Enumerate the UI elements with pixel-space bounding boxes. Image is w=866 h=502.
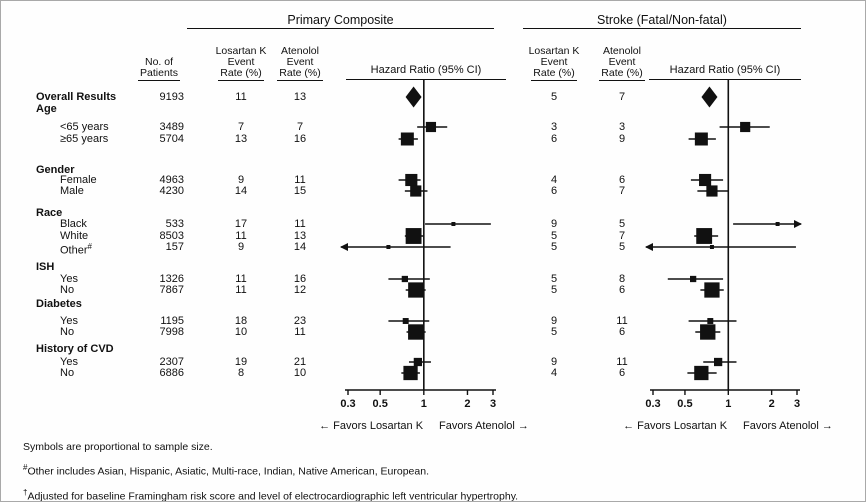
- hr-marker-square: [408, 324, 423, 339]
- patients-count: 533: [165, 218, 184, 230]
- st-atenolol-rate: 9: [618, 133, 626, 145]
- pc-losartan-rate: 14: [234, 185, 248, 197]
- patients-count: 4230: [159, 185, 184, 197]
- st-losartan-rate: 5: [550, 91, 558, 103]
- column-header-line: Event: [540, 56, 568, 68]
- pc-atenolol-rate: 23: [293, 315, 307, 327]
- panel-title-stroke: Stroke (Fatal/Non-fatal): [523, 13, 801, 29]
- patients-count: 1326: [159, 273, 184, 285]
- row-group-label: History of CVD: [36, 343, 114, 355]
- x-tick-label: 0.3: [340, 398, 356, 410]
- hr-marker-square: [426, 122, 436, 132]
- hr-marker-diamond: [406, 87, 422, 108]
- hr-marker-square: [451, 222, 455, 226]
- st-atenolol-rate: 6: [618, 367, 626, 379]
- row-label: No: [60, 284, 75, 296]
- row-label: White: [60, 230, 89, 242]
- hr-marker-square: [401, 133, 414, 146]
- hr-marker-square: [403, 366, 417, 380]
- row-label: Overall Results: [36, 91, 117, 103]
- x-tick-label: 0.5: [677, 398, 693, 410]
- footnote-sup: #: [23, 463, 28, 472]
- st-atenolol-rate: 7: [618, 91, 626, 103]
- patients-count: 6886: [159, 367, 184, 379]
- patients-count: 7998: [159, 326, 184, 338]
- favors-atenolol-label: Favors Atenolol →: [439, 420, 529, 432]
- patients-count: 3489: [159, 121, 184, 133]
- patients-count: 5704: [159, 133, 184, 145]
- column-header-line: Rate (%): [220, 67, 262, 79]
- hr-marker-square: [776, 222, 780, 226]
- row-group-label: Diabetes: [36, 298, 82, 310]
- st-atenolol-rate: 5: [618, 241, 626, 253]
- column-header-pc-hazard-ratio: Hazard Ratio (95% CI): [346, 63, 506, 80]
- st-losartan-rate: 5: [550, 230, 558, 242]
- patients-count: 157: [165, 241, 184, 253]
- st-atenolol-rate: 5: [618, 218, 626, 230]
- column-header-line: Atenolol: [603, 45, 641, 57]
- st-losartan-rate: 6: [550, 133, 558, 145]
- pc-losartan-rate: 11: [235, 284, 247, 296]
- hr-marker-square: [707, 318, 713, 324]
- pc-atenolol-rate: 16: [293, 133, 307, 145]
- pc-losartan-rate: 10: [234, 326, 248, 338]
- row-label: ≥65 years: [60, 133, 109, 145]
- row-label: Yes: [60, 315, 78, 327]
- footnote: †Adjusted for baseline Framingham risk score and level of electrocardiographic left ventricular hypertrophy.: [23, 487, 519, 502]
- st-losartan-rate: 5: [550, 273, 558, 285]
- hr-marker-square: [403, 318, 409, 324]
- ci-arrow-right: [794, 220, 802, 228]
- pc-atenolol-rate: 14: [293, 241, 307, 253]
- row-group-label: Age: [36, 103, 57, 115]
- st-losartan-rate: 4: [550, 367, 558, 379]
- pc-losartan-rate: 18: [234, 315, 248, 327]
- row-label: No: [60, 326, 75, 338]
- x-tick-label: 3: [793, 398, 801, 410]
- row-group-label: Race: [36, 207, 63, 219]
- column-header-line: Event: [608, 56, 636, 68]
- patients-count: 1195: [160, 315, 184, 327]
- st-losartan-rate: 6: [550, 185, 558, 197]
- panel-title-primary-composite: Primary Composite: [187, 13, 494, 29]
- hr-marker-square: [414, 358, 422, 366]
- x-tick-label: 2: [768, 398, 775, 410]
- pc-losartan-rate: 19: [234, 356, 248, 368]
- column-header-line: Losartan K: [215, 45, 267, 57]
- column-header-line: Losartan K: [528, 45, 580, 57]
- hr-marker-square: [704, 282, 719, 297]
- x-tick-label: 1: [725, 398, 732, 410]
- row-group-label: Gender: [36, 164, 75, 176]
- st-losartan-rate: 5: [550, 326, 558, 338]
- hr-marker-square: [406, 228, 422, 244]
- favors-legend-primary-composite: [293, 420, 555, 432]
- st-losartan-rate: 9: [550, 356, 558, 368]
- hr-marker-square: [696, 228, 712, 244]
- st-atenolol-rate: 11: [616, 315, 628, 327]
- row-label: No: [60, 367, 75, 379]
- pc-atenolol-rate: 13: [293, 230, 307, 242]
- hr-marker-square: [402, 276, 408, 282]
- hr-marker-square: [410, 185, 421, 196]
- favors-atenolol-label: Favors Atenolol →: [743, 420, 833, 432]
- pc-atenolol-rate: 12: [293, 284, 307, 296]
- x-tick-label: 0.5: [372, 398, 388, 410]
- pc-losartan-rate: 17: [234, 218, 248, 230]
- st-atenolol-rate: 6: [618, 174, 626, 186]
- hr-marker-square: [408, 282, 423, 297]
- hr-marker-square: [695, 133, 708, 146]
- st-losartan-rate: 9: [550, 315, 558, 327]
- pc-atenolol-rate: 7: [296, 121, 304, 133]
- footnote: #Other includes Asian, Hispanic, Asiatic, Multi-race, Indian, Native American, European.: [23, 463, 429, 478]
- x-tick-label: 2: [464, 398, 471, 410]
- st-atenolol-rate: 3: [618, 121, 626, 133]
- hr-marker-square: [706, 185, 717, 196]
- column-header-line: Atenolol: [281, 45, 319, 57]
- hr-marker-square: [700, 324, 715, 339]
- favors-legend-stroke: [597, 420, 859, 432]
- row-label: Female: [60, 174, 97, 186]
- hr-marker-square: [740, 122, 750, 132]
- column-header-st-hazard-ratio: Hazard Ratio (95% CI): [649, 63, 801, 80]
- pc-atenolol-rate: 15: [293, 185, 307, 197]
- pc-losartan-rate: 11: [235, 230, 247, 242]
- column-header-line: Rate (%): [601, 67, 643, 79]
- row-label: Black: [60, 218, 87, 230]
- patients-count: 4963: [159, 174, 184, 186]
- column-header-line: Rate (%): [279, 67, 321, 79]
- st-losartan-rate: 5: [550, 284, 558, 296]
- pc-losartan-rate: 9: [237, 241, 245, 253]
- pc-atenolol-rate: 11: [294, 174, 306, 186]
- pc-losartan-rate: 9: [237, 174, 245, 186]
- pc-atenolol-rate: 11: [294, 326, 306, 338]
- x-tick-label: 3: [489, 398, 497, 410]
- pc-losartan-rate: 8: [237, 367, 245, 379]
- pc-losartan-rate: 11: [235, 273, 247, 285]
- row-label-sup: #: [87, 242, 92, 251]
- st-atenolol-rate: 8: [618, 273, 626, 285]
- st-atenolol-rate: 7: [618, 185, 626, 197]
- pc-atenolol-rate: 16: [293, 273, 307, 285]
- hr-marker-diamond: [701, 87, 717, 108]
- pc-losartan-rate: 13: [234, 133, 248, 145]
- footnote-sup: †: [23, 487, 28, 497]
- pc-atenolol-rate: 10: [293, 367, 307, 379]
- pc-atenolol-rate: 13: [293, 91, 307, 103]
- column-header-line: Patients: [140, 67, 178, 79]
- row-label: Yes: [60, 273, 78, 285]
- row-label: Male: [60, 185, 84, 197]
- footnote: Symbols are proportional to sample size.: [23, 441, 213, 453]
- pc-atenolol-rate: 21: [293, 356, 307, 368]
- hr-marker-square: [386, 245, 390, 249]
- patients-count: 9193: [159, 91, 184, 103]
- x-tick-label: 0.3: [645, 398, 661, 410]
- column-header-line: No. of: [144, 56, 173, 68]
- st-losartan-rate: 9: [550, 218, 558, 230]
- hr-marker-square: [690, 276, 696, 282]
- hr-marker-square: [714, 358, 722, 366]
- st-losartan-rate: 5: [550, 241, 558, 253]
- row-label: Other#: [60, 242, 92, 257]
- patients-count: 8503: [159, 230, 184, 242]
- row-label: <65 years: [60, 121, 109, 133]
- pc-atenolol-rate: 11: [294, 218, 306, 230]
- row-label: Yes: [60, 356, 78, 368]
- x-tick-label: 1: [420, 398, 427, 410]
- patients-count: 2307: [159, 356, 184, 368]
- hr-marker-square: [710, 245, 714, 249]
- hr-marker-square: [694, 366, 708, 380]
- st-atenolol-rate: 11: [616, 356, 628, 368]
- column-header-line: Event: [227, 56, 255, 68]
- hr-marker-square: [699, 174, 711, 186]
- column-header-line: Event: [286, 56, 314, 68]
- hr-marker-square: [405, 174, 417, 186]
- st-atenolol-rate: 6: [618, 326, 626, 338]
- pc-losartan-rate: 11: [235, 91, 247, 103]
- pc-losartan-rate: 7: [237, 121, 245, 133]
- st-losartan-rate: 3: [550, 121, 558, 133]
- st-atenolol-rate: 6: [618, 284, 626, 296]
- favors-losartan-label: ← Favors Losartan K: [319, 420, 424, 432]
- st-atenolol-rate: 7: [618, 230, 626, 242]
- footnotes: [23, 441, 518, 502]
- favors-losartan-label: ← Favors Losartan K: [623, 420, 728, 432]
- ci-arrow-left: [340, 243, 348, 251]
- column-header-line: Rate (%): [533, 67, 575, 79]
- patients-count: 7867: [159, 284, 184, 296]
- st-losartan-rate: 4: [550, 174, 558, 186]
- row-group-label: ISH: [36, 261, 55, 273]
